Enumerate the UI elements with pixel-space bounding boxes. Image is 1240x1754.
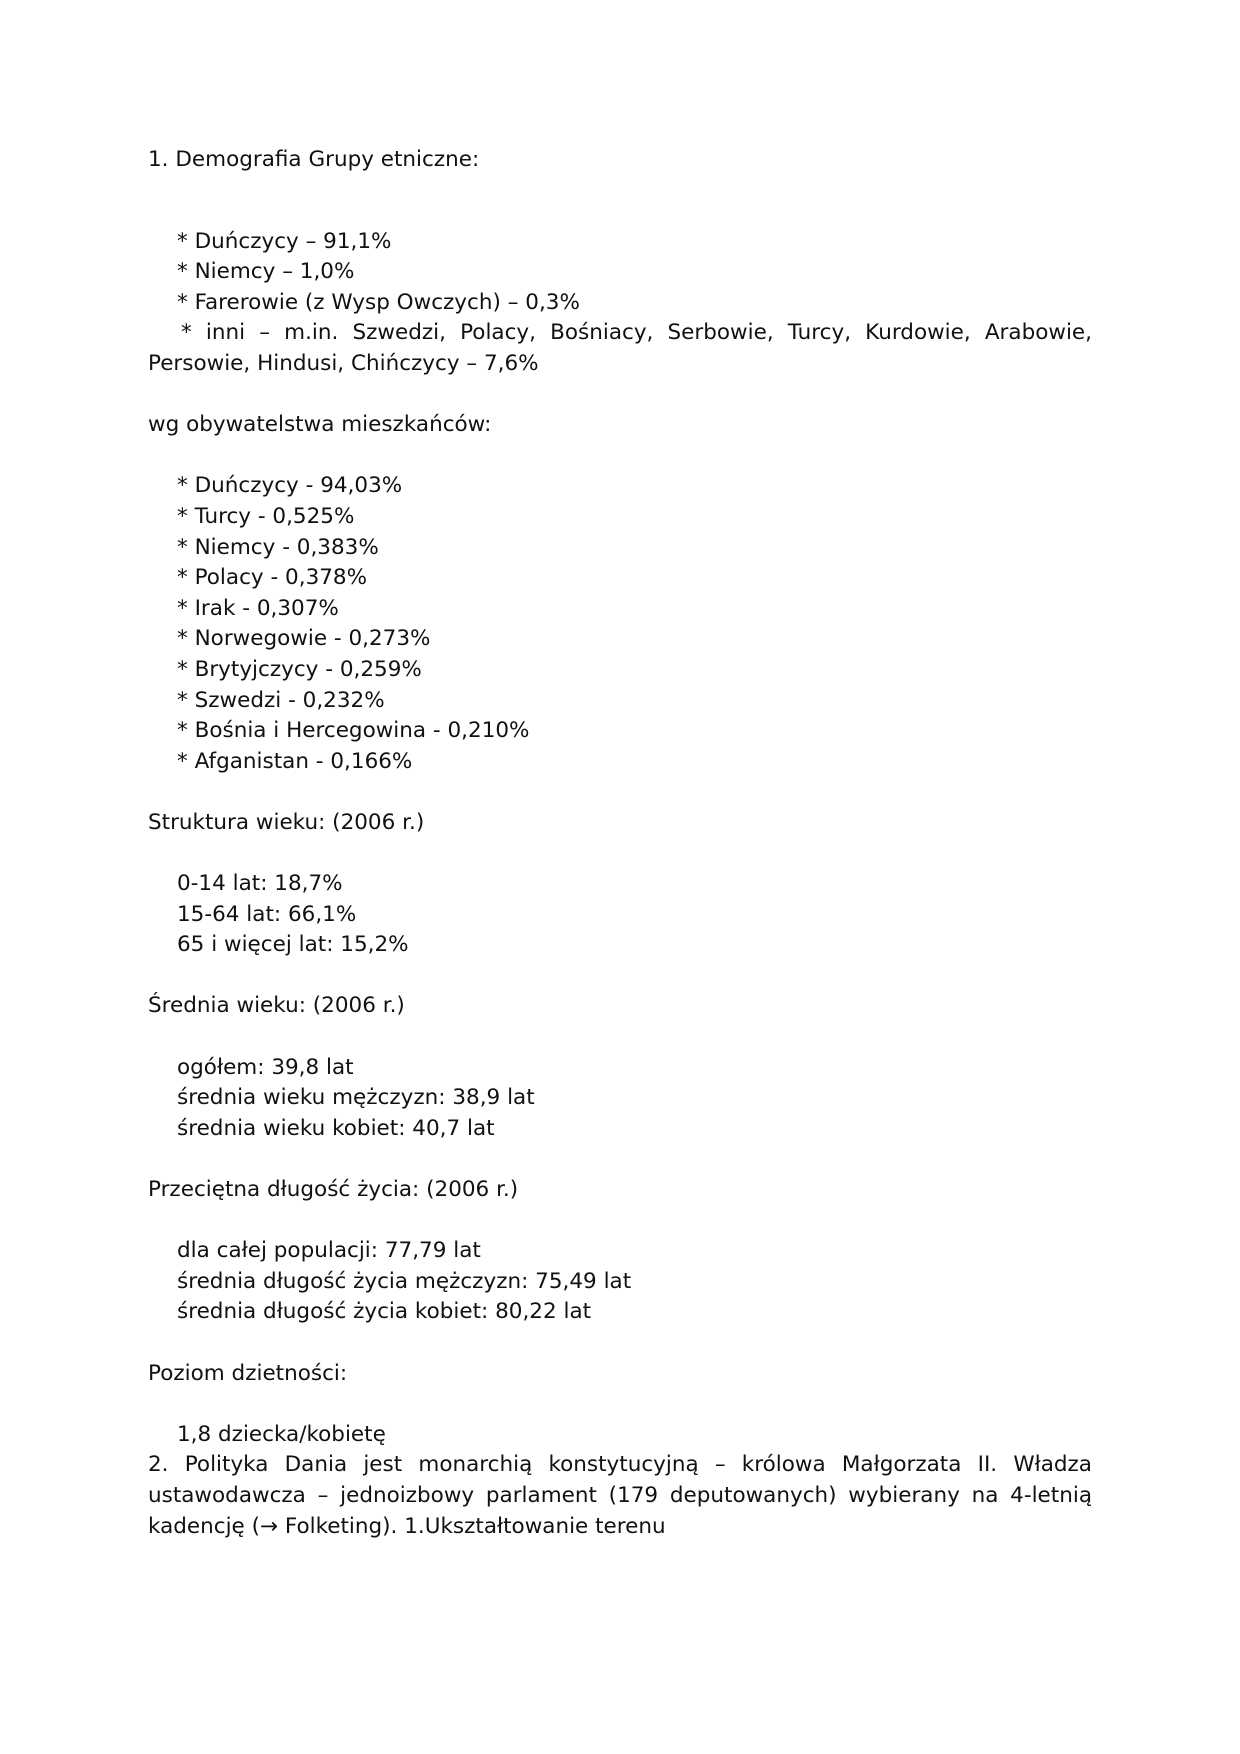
list-item: średnia długość życia kobiet: 80,22 lat <box>177 1299 592 1325</box>
list-item: średnia wieku mężczyzn: 38,9 lat <box>177 1085 535 1111</box>
spacer <box>148 380 1092 411</box>
life-expectancy-list <box>148 1236 1092 1328</box>
spacer <box>148 1389 1092 1420</box>
citizenship-heading: wg obywatelstwa mieszkańców: <box>148 412 492 438</box>
age-structure-heading: Struktura wieku: (2006 r.) <box>148 809 425 835</box>
list-item: * Turcy - 0,525% <box>177 503 355 529</box>
median-age-heading: Średnia wieku: (2006 r.) <box>148 993 405 1019</box>
spacer <box>148 838 1092 869</box>
list-item: * Bośnia i Hercegowina - 0,210% <box>177 718 530 744</box>
list-item-other <box>148 318 1092 379</box>
spacer <box>148 1328 1092 1359</box>
spacer <box>148 1206 1092 1237</box>
list-item: * Polacy - 0,378% <box>177 565 368 591</box>
ethnic-groups-list <box>148 227 1092 380</box>
list-item: * Afganistan - 0,166% <box>177 748 413 774</box>
list-item: 65 i więcej lat: 15,2% <box>177 932 409 958</box>
list-item: średnia długość życia mężczyzn: 75,49 lat <box>177 1268 632 1294</box>
citizenship-list <box>148 471 1092 777</box>
spacer <box>148 1022 1092 1053</box>
list-item: 0-14 lat: 18,7% <box>177 871 343 897</box>
list-item: * Duńczycy - 94,03% <box>177 473 403 499</box>
median-age-list <box>148 1053 1092 1145</box>
spacer <box>148 1144 1092 1175</box>
list-item: średnia wieku kobiet: 40,7 lat <box>177 1115 495 1141</box>
age-structure-list <box>148 869 1092 961</box>
list-item: ogółem: 39,8 lat <box>177 1054 354 1080</box>
fertility-heading: Poziom dzietności: <box>148 1360 348 1386</box>
section-heading-demography: 1. Demografia Grupy etniczne: <box>148 147 480 172</box>
list-item: * Brytyjczycy - 0,259% <box>177 656 422 682</box>
list-item: dla całej populacji: 77,79 lat <box>177 1238 481 1264</box>
politics-paragraph: 2. Polityka Dania jest monarchią konstytucyjną – królowa Małgorzata II. Władza ustawodawcza – jednoizbowy parlament (179 deputowanych) wybierany na 4-letnią kadencję (→ Folketing). 1.Ukształtowanie terenu <box>148 1452 1092 1539</box>
list-item: * Niemcy – 1,0% <box>177 259 355 285</box>
list-item: * Duńczycy – 91,1% <box>177 228 392 254</box>
life-expectancy-heading: Przeciętna długość życia: (2006 r.) <box>148 1177 519 1202</box>
spacer <box>148 441 1092 472</box>
list-item: 15-64 lat: 66,1% <box>177 901 357 927</box>
list-item: * Norwegowie - 0,273% <box>177 626 431 652</box>
spacer <box>148 961 1092 992</box>
spacer <box>148 176 1092 227</box>
list-item: * Irak - 0,307% <box>177 595 339 621</box>
spacer <box>148 777 1092 808</box>
list-item: * Niemcy - 0,383% <box>177 534 379 560</box>
list-item-other-text: * inni – m.in. Szwedzi, Polacy, Bośniacy, Serbowie, Turcy, Kurdowie, Arabowie, Persowie, Hindusi, Chińczycy – 7,6% <box>148 320 1092 376</box>
list-item: * Farerowie (z Wysp Owczych) – 0,3% <box>177 289 580 315</box>
fertility-value: 1,8 dziecka/kobietę <box>177 1421 386 1447</box>
document-page <box>148 145 1092 1542</box>
list-item: * Szwedzi - 0,232% <box>177 687 385 713</box>
